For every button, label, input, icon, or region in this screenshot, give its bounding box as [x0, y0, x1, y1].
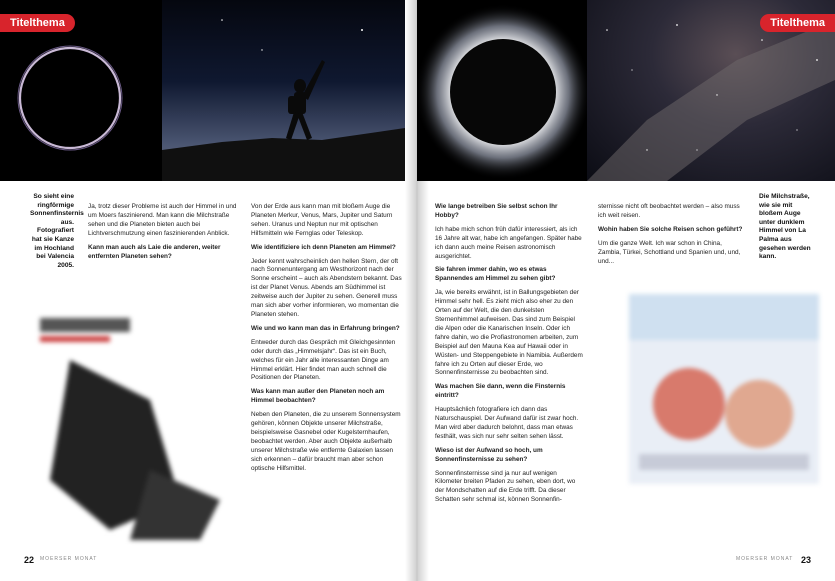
paragraph: Hauptsächlich fotografiere ich dann das Naturschauspiel. Der Aufwand dafür ist zwar hoch. Man wird aber dadurch belohnt, dass man etwas festhält, was sich nur sehr selten sehen lässt.	[435, 406, 579, 440]
question: Wie lange betreiben Sie selbst schon Ihr Hobby?	[435, 203, 558, 219]
left-page	[0, 0, 417, 581]
question: Kann man auch als Laie die anderen, weiter entfernten Planeten sehen?	[88, 243, 221, 260]
question: Wie und wo kann man das in Erfahrung bringen?	[251, 324, 400, 332]
page-number: 23	[801, 555, 812, 565]
observer-silhouette-photo	[162, 0, 405, 181]
photo-caption: Die Milchstraße, wie sie mit bloßem Auge unter dunklem Himmel von La Palma aus gesehen werden kann.	[759, 193, 811, 261]
magazine-name: MOERSER MONAT	[40, 556, 98, 562]
paragraph: Entweder durch das Gespräch mit Gleichgesinnten oder durch das „Himmelsjahr“. Das ist ein Buch, welches für ein Jahr alle interessanten Dinge am Himmel erklärt. Hier findet man auch schnell die Positionen der Planeten.	[251, 338, 396, 382]
paragraph: Um die ganze Welt. Ich war schon in China, Zambia, Türkei, Schottland und Spanien und, und, und...	[598, 239, 741, 265]
total-eclipse-corona	[417, 0, 587, 181]
text-column-1	[88, 203, 238, 266]
question: Was kann man außer den Planeten noch am Himmel beobachten?	[251, 388, 385, 405]
section-tag: Titelthema	[760, 14, 835, 32]
paragraph: Neben den Planeten, die zu unserem Sonnensystem gehören, können Objekte unserer Milchstraße, beispielsweise Gasnebel oder Kugelsternhaufen, beobachtet werden. Aber auch Objekte außerhalb unserer Milchstraße wie entfernte Galaxien lassen sich erkennen – dafür braucht man aber schon optische Hilfsmittel.	[251, 411, 401, 472]
text-column-2	[251, 203, 403, 478]
question: Wohin haben Sie solche Reisen schon geführt?	[598, 225, 743, 233]
paragraph: Von der Erde aus kann man mit bloßem Auge die Planeten Merkur, Venus, Mars, Jupiter und Saturn sehen. Uranus und Neptun nur mit optischen Hilfsmitteln wie Fernglas oder Teleskop.	[251, 203, 393, 237]
blurred-advertisement	[629, 294, 819, 484]
paragraph: Jeder kennt wahrscheinlich den hellen Stern, der oft nach Sonnenuntergang am Westhorizont nach der Sonne erscheint – auch als Abendstern bekannt. Das ist der Planet Venus. Abends am Südhimmel ist zeitweise auch der Jupiter zu sehen. Generell muss man sich aber vorher informieren, wo momentan die Planeten stehen.	[251, 257, 402, 318]
paragraph: Ja, wie bereits erwähnt, ist in Ballungsgebieten der Himmel sehr hell. Es zieht mich also eher zu den Orten auf der Welt, die den dunkelsten Sternenhimmel aufweisen. Das sind zum Beispiel die Alpen oder die Kanarischen Inseln. Oder ich fahre dahin, wo die Profiastronomen arbeiten, zum Beispiel auf den Mauna Kea auf Hawaii oder in Wüsten- und Steppengebiete in Namibia. Außerdem fahre ich zu Orten auf dieser Erde, wo Sonnenfinsternisse zu beobachten sind.	[435, 289, 583, 377]
total-eclipse-photo	[417, 0, 587, 181]
paragraph: sternisse nicht oft beobachtet werden – also muss ich weit reisen.	[598, 203, 740, 219]
photo-caption: So sieht eine ringförmige Sonnenfinsternis aus. Fotografiert hat sie Kanze im Hochland bei Valencia 2005.	[30, 193, 84, 269]
paragraph: Sonnenfinsternisse sind ja nur auf wenigen Kilometer breiten Pfaden zu sehen, eben dort, wo der Mondschatten auf die Erde trifft. Da dieser Schatten sehr schmal ist, können Sonnenfin-	[435, 469, 576, 504]
page-number: 22	[24, 555, 35, 565]
text-column-1	[435, 203, 583, 510]
question: Wie identifiziere ich denn Planeten am Himmel?	[251, 243, 396, 251]
silhouette-landscape	[162, 0, 405, 181]
section-tag: Titelthema	[0, 14, 75, 32]
question: Was machen Sie dann, wenn die Finsternis eintritt?	[435, 383, 566, 400]
question: Sie fahren immer dahin, wo es etwas Spannendes am Himmel zu sehen gibt?	[435, 266, 556, 283]
right-page	[417, 0, 835, 581]
magazine-name: MOERSER MONAT	[736, 556, 794, 562]
paragraph: Ich habe mich schon früh dafür interessiert, als ich 16 Jahre alt war, habe ich angefangen. Später habe ich dann auch meine Reisen astronomisch ausgerichtet.	[435, 225, 582, 260]
question: Wieso ist der Aufwand so hoch, um Sonnenfinsternisse zu sehen?	[435, 446, 543, 463]
text-column-2	[598, 203, 746, 271]
paragraph: Ja, trotz dieser Probleme ist auch der Himmel in und um Moers faszinierend. Man kann die Milchstraße sehen und die Planeten bieten auch bei Lichtverschmutzung einen faszinierenden Anblick.	[88, 203, 237, 237]
blurred-advertisement	[30, 300, 220, 540]
